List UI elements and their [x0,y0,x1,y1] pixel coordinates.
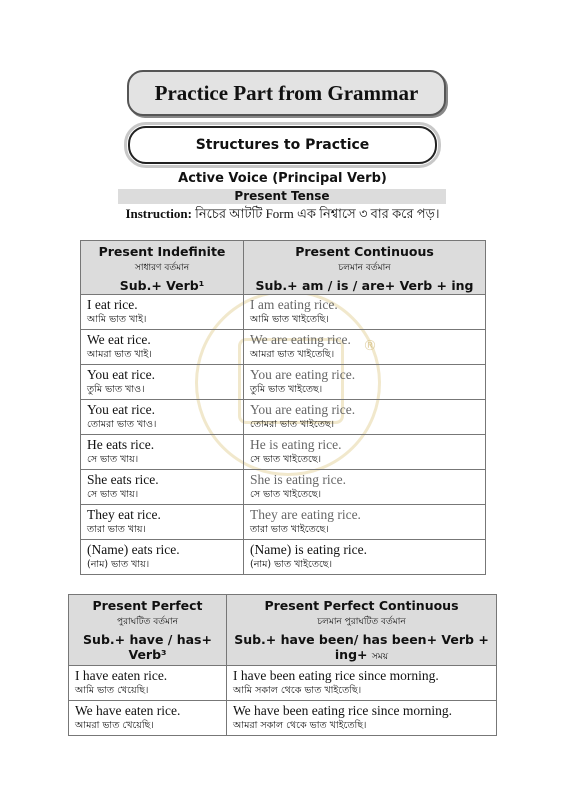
header-title: Present Indefinite [98,244,226,259]
bangla-sentence: তুমি ভাত খাইতেছ। [250,384,323,395]
header-bangla: পুরাঘটিত বর্তমান [116,617,179,627]
english-sentence: We have eaten rice. [75,703,181,718]
table-row [81,435,486,470]
table-row [81,400,486,435]
english-sentence: (Name) is eating rice. [250,542,367,557]
header-present-indefinite [81,241,244,295]
bangla-sentence: তারা ভাত খায়। [87,524,146,535]
table-header-row [81,241,486,295]
header-structure: Sub.+ have / has+ Verb³ [83,632,212,662]
english-sentence: She eats rice. [87,472,159,487]
table-row [81,505,486,540]
voice-heading: Active Voice (Principal Verb) [178,171,387,186]
sentence-cell-col2 [244,365,486,400]
bangla-sentence: সে ভাত খাইতেছে। [250,454,321,465]
header-title: Present Continuous [295,244,434,259]
sentence-cell-col1 [81,295,244,330]
sentence-cell-col1 [81,435,244,470]
sentence-cell-col2 [244,505,486,540]
table-row [81,330,486,365]
table-row [81,540,486,575]
header-bangla: চলমান পুরাঘটিত বর্তমান [317,617,406,627]
table-row [69,701,497,736]
bangla-sentence: আমি সকাল থেকে ভাত খাইতেছি। [233,685,362,696]
english-sentence: We have been eating rice since morning. [233,703,452,718]
english-sentence: You are eating rice. [250,402,356,417]
english-sentence: You eat rice. [87,367,155,382]
bangla-sentence: (নাম) ভাত খাইতেছে। [250,559,332,570]
bangla-sentence: আমরা ভাত খাই। [87,349,152,360]
sentence-cell-col1 [81,540,244,575]
header-title: Present Perfect Continuous [264,598,459,613]
header-present-perfect-continuous [227,595,497,666]
bangla-sentence: আমরা সকাল থেকে ভাত খাইতেছি। [233,720,367,731]
english-sentence: I eat rice. [87,297,138,312]
table-header-row [69,595,497,666]
table-row [81,365,486,400]
page-title: Practice Part from Grammar [127,70,446,116]
bangla-sentence: তোমরা ভাত খাও। [87,419,157,430]
instruction-text: নিচের আটটি Form এক নিশ্বাসে ৩ বার করে পড়। [195,206,440,221]
bangla-sentence: আমি ভাত খেয়েছি। [75,685,149,696]
sentence-cell-col2 [244,435,486,470]
header-structure [231,632,492,664]
sentence-cell-col1 [81,505,244,540]
header-present-perfect [69,595,227,666]
bangla-sentence: সে ভাত খাইতেছে। [250,489,321,500]
header-structure: Sub.+ Verb¹ [119,278,205,293]
english-sentence: I am eating rice. [250,297,338,312]
section-subtitle: Structures to Practice [128,126,437,164]
english-sentence: He is eating rice. [250,437,342,452]
bangla-sentence: আমরা ভাত খাইতেছি। [250,349,335,360]
table-row [69,666,497,701]
table-row [81,295,486,330]
bangla-sentence: আমি ভাত খাই। [87,314,147,325]
header-bangla: সাধারণ বর্তমান [134,263,190,273]
sentence-cell-col1 [81,330,244,365]
english-sentence: (Name) eats rice. [87,542,180,557]
instruction [0,205,565,226]
bangla-sentence: সে ভাত খায়। [87,454,139,465]
sentence-cell-col2 [227,666,497,701]
bangla-sentence: সে ভাত খায়। [87,489,139,500]
sentence-cell-col1 [81,470,244,505]
english-sentence: We are eating rice. [250,332,351,347]
english-sentence: She is eating rice. [250,472,346,487]
sentence-cell-col1 [81,400,244,435]
english-sentence: We eat rice. [87,332,151,347]
table-row [81,470,486,505]
english-sentence: I have been eating rice since morning. [233,668,439,683]
bangla-sentence: (নাম) ভাত খায়। [87,559,150,570]
present-tense-table-1 [80,240,486,575]
sentence-cell-col2 [244,295,486,330]
header-structure: Sub.+ am / is / are+ Verb + ing [255,278,474,293]
sentence-cell-col1 [69,701,227,736]
bangla-sentence: তুমি ভাত খাও। [87,384,145,395]
sentence-cell-col2 [244,400,486,435]
header-structure-bangla: সময় [371,652,389,662]
english-sentence: They eat rice. [87,507,161,522]
english-sentence: They are eating rice. [250,507,361,522]
sentence-cell-col2 [244,470,486,505]
header-bangla: চলমান বর্তমান [338,263,391,273]
sentence-cell-col2 [244,330,486,365]
english-sentence: You are eating rice. [250,367,356,382]
english-sentence: I have eaten rice. [75,668,168,683]
sentence-cell-col2 [244,540,486,575]
header-present-continuous [244,241,486,295]
registered-icon: ® [363,338,377,354]
sentence-cell-col1 [69,666,227,701]
english-sentence: He eats rice. [87,437,155,452]
present-tense-table-2 [68,594,497,736]
bangla-sentence: তারা ভাত খাইতেছে। [250,524,329,535]
sentence-cell-col2 [227,701,497,736]
bangla-sentence: আমি ভাত খাইতেছি। [250,314,329,325]
bangla-sentence: আমরা ভাত খেয়েছি। [75,720,154,731]
instruction-label: Instruction: [125,206,192,221]
sentence-cell-col1 [81,365,244,400]
bangla-sentence: তোমরা ভাত খাইতেছ। [250,419,335,430]
english-sentence: You eat rice. [87,402,155,417]
tense-heading: Present Tense [118,189,446,204]
header-structure-text: Sub.+ have been/ has been+ Verb + ing+ [234,632,489,662]
header-title: Present Perfect [92,598,203,613]
